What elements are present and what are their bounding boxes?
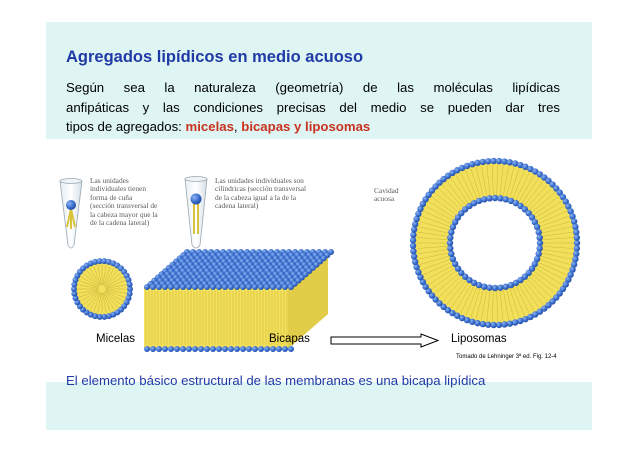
term-separator: , <box>233 119 238 134</box>
cylinder-lipid-tube <box>185 177 207 249</box>
micelle-drawing <box>71 258 133 320</box>
cylinder-lipid-note: Las unidades individuales son cilíndricas (sección transversal de la cabeza igual a la de la cadena lateral) <box>215 176 307 211</box>
term-bicapas-liposomas: bicapas y liposomas <box>237 119 371 134</box>
label-micelles: Micelas <box>96 333 135 345</box>
slide-title: Agregados lipídicos en medio acuoso <box>66 48 364 66</box>
conclusion-text: El elemento básico estructural de las membranas es una bicapa lipídica <box>66 373 486 388</box>
lipid-aggregates-figure <box>46 139 592 382</box>
slide <box>46 22 592 430</box>
intro-paragraph <box>66 78 560 137</box>
aqueous-cavity-note: Cavidad acuosa <box>374 186 399 204</box>
label-bilayers: Bicapas <box>269 333 310 345</box>
liposome-drawing <box>410 158 580 328</box>
intro-line-1: Según sea la naturaleza (geometría) de las moléculas lipídicas <box>66 80 560 95</box>
wedge-lipid-note: Las unidades individuales tienen forma de cuña (sección transversal de la cabeza mayor que la de la cadena lateral) <box>90 176 158 228</box>
label-liposomes: Liposomas <box>451 333 507 345</box>
intro-line-2: anfipáticas y las condiciones precisas del medio se pueden dar tres <box>66 99 560 115</box>
figure-credit: Tomado de Lehninger 3ª ed. Fig. 12-4 <box>456 354 557 360</box>
transition-arrow <box>331 334 438 347</box>
term-micelas: micelas <box>185 119 234 134</box>
intro-line-3 <box>66 117 560 137</box>
intro-line-3-prefix: tipos de agregados: <box>66 119 186 134</box>
wedge-lipid-tube <box>60 179 82 249</box>
